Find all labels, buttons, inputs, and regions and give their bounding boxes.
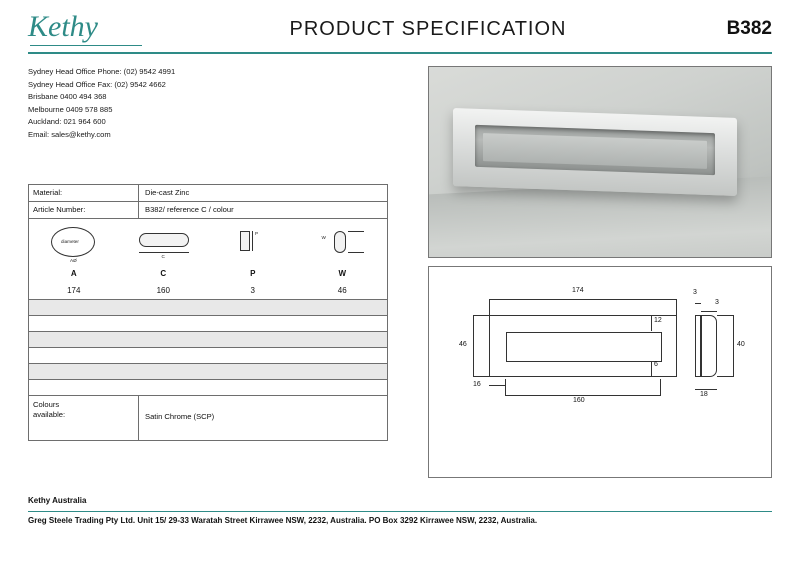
table-row-blank: [29, 316, 387, 332]
drawing-side-body: [701, 315, 717, 377]
dim-line-side-3b: [701, 311, 717, 312]
footer-address: Greg Steele Trading Pty Ltd. Unit 15/ 29-33 Waratah Street Kirrawee NSW, 2232, Australia. PO Box 3292 Kirrawee NSW, 2232, Australia.: [28, 516, 538, 525]
article-number-label: Article Number:: [29, 202, 139, 218]
table-row-article: [29, 202, 387, 219]
projection-dim-line: [252, 231, 253, 251]
dim-ext-side-bottom: [717, 376, 733, 377]
dim-text-18: 18: [700, 391, 708, 398]
dim-ext-inner-right: [660, 379, 661, 395]
diameter-icon-sublabel: AØ: [70, 258, 77, 263]
footer-company: Kethy Australia: [28, 496, 87, 505]
projection-icon: [208, 219, 298, 267]
dim-line-inner-width: [505, 395, 661, 396]
dim-value-c: 160: [156, 286, 170, 295]
bar-shape: [139, 233, 189, 247]
dim-ext-top: [473, 315, 489, 316]
flush-pull-handle-recess: [475, 125, 715, 175]
dim-text-16: 16: [473, 381, 481, 388]
width-dim-line-top: [348, 231, 364, 232]
length-icon-caption: C: [161, 254, 165, 259]
table-row-colours: [29, 396, 387, 440]
dim-text-160: 160: [573, 397, 585, 404]
table-row-blank: [29, 348, 387, 364]
footer-divider: [28, 511, 772, 512]
kethy-logo: [28, 10, 148, 50]
width-icon: [298, 219, 388, 267]
width-icon-caption: W: [321, 235, 326, 240]
table-row-blank: [29, 300, 387, 316]
contact-line: Melbourne 0409 578 885: [28, 104, 113, 114]
diameter-icon-caption: diameter: [61, 239, 79, 244]
specification-table: [28, 184, 388, 441]
dim-text-174: 174: [572, 287, 584, 294]
contact-block: [28, 66, 358, 142]
article-number-value: B382/ reference C / colour: [145, 205, 234, 214]
dim-ext-side-top: [717, 315, 733, 316]
page-title: PRODUCT SPECIFICATION: [289, 18, 567, 40]
dim-line-side-3a: [695, 303, 701, 304]
dim-line-side-width: [695, 389, 717, 390]
dim-header-c: C: [160, 269, 167, 278]
page-header: [28, 8, 772, 52]
dim-value-w: 46: [337, 286, 347, 295]
width-shape: [334, 231, 346, 253]
colours-value: Satin Chrome (SCP): [145, 412, 215, 421]
dim-line-height: [473, 315, 474, 377]
dim-value-a: 174: [67, 286, 81, 295]
colours-label-line1: Colours: [33, 400, 60, 409]
product-photo: [428, 66, 772, 258]
dim-text-40: 40: [737, 341, 745, 348]
dim-line-bottom-gap: [651, 361, 652, 377]
projection-shape: [240, 231, 250, 251]
dim-value-p: 3: [250, 286, 255, 295]
flush-pull-handle-body: [453, 108, 737, 196]
drawing-front-recess: [506, 332, 662, 362]
projection-icon-caption: P: [255, 231, 259, 236]
dim-header-a: A: [70, 269, 77, 278]
colours-label: [29, 396, 139, 440]
dim-text-6: 6: [654, 361, 658, 368]
contact-line: Email: sales@kethy.com: [28, 129, 111, 139]
length-icon: [119, 219, 209, 267]
dimension-header-row: [29, 267, 387, 283]
length-dim-line: [139, 252, 189, 253]
table-row-blank: [29, 332, 387, 348]
dim-line-overall-width: [489, 299, 677, 300]
contact-line: Auckland: 021 964 600: [28, 117, 106, 127]
diameter-icon: [29, 219, 119, 267]
table-row-material: [29, 185, 387, 202]
dimension-icons-row: [29, 219, 387, 267]
material-label: Material:: [29, 185, 139, 201]
dim-text-12: 12: [654, 317, 662, 324]
drawing-front-outline: [489, 315, 677, 377]
dim-line-left-offset: [489, 385, 505, 386]
logo-wordmark: Kethy: [28, 10, 98, 43]
dim-ext-right: [676, 299, 677, 315]
dim-ext-inner-left: [505, 379, 506, 395]
dimension-values-row: [29, 283, 387, 300]
dim-text-side-3-top: 3: [693, 289, 697, 296]
table-row-blank: [29, 364, 387, 380]
model-code: B382: [726, 18, 772, 39]
dim-text-46: 46: [459, 341, 467, 348]
width-dim-line-bottom: [348, 252, 364, 253]
dim-line-top-gap: [651, 315, 652, 331]
dim-ext-left: [489, 299, 490, 315]
dim-line-side-height: [733, 315, 734, 377]
dim-ext-bottom: [473, 376, 489, 377]
material-value: Die-cast Zinc: [145, 188, 190, 197]
dim-text-side-3-step: 3: [715, 299, 719, 306]
contact-line: Sydney Head Office Phone: (02) 9542 4991: [28, 67, 176, 76]
colours-label-line2: available:: [33, 410, 66, 419]
contact-line: Sydney Head Office Fax: (02) 9542 4662: [28, 79, 166, 89]
dim-header-w: W: [338, 269, 347, 278]
technical-drawing: [428, 266, 772, 478]
table-row-blank: [29, 380, 387, 396]
dim-header-p: P: [250, 269, 256, 278]
header-divider: [28, 52, 772, 54]
logo-underline: [30, 45, 142, 46]
flush-pull-handle-recess-face: [483, 133, 707, 169]
contact-line: Brisbane 0400 494 368: [28, 92, 107, 102]
